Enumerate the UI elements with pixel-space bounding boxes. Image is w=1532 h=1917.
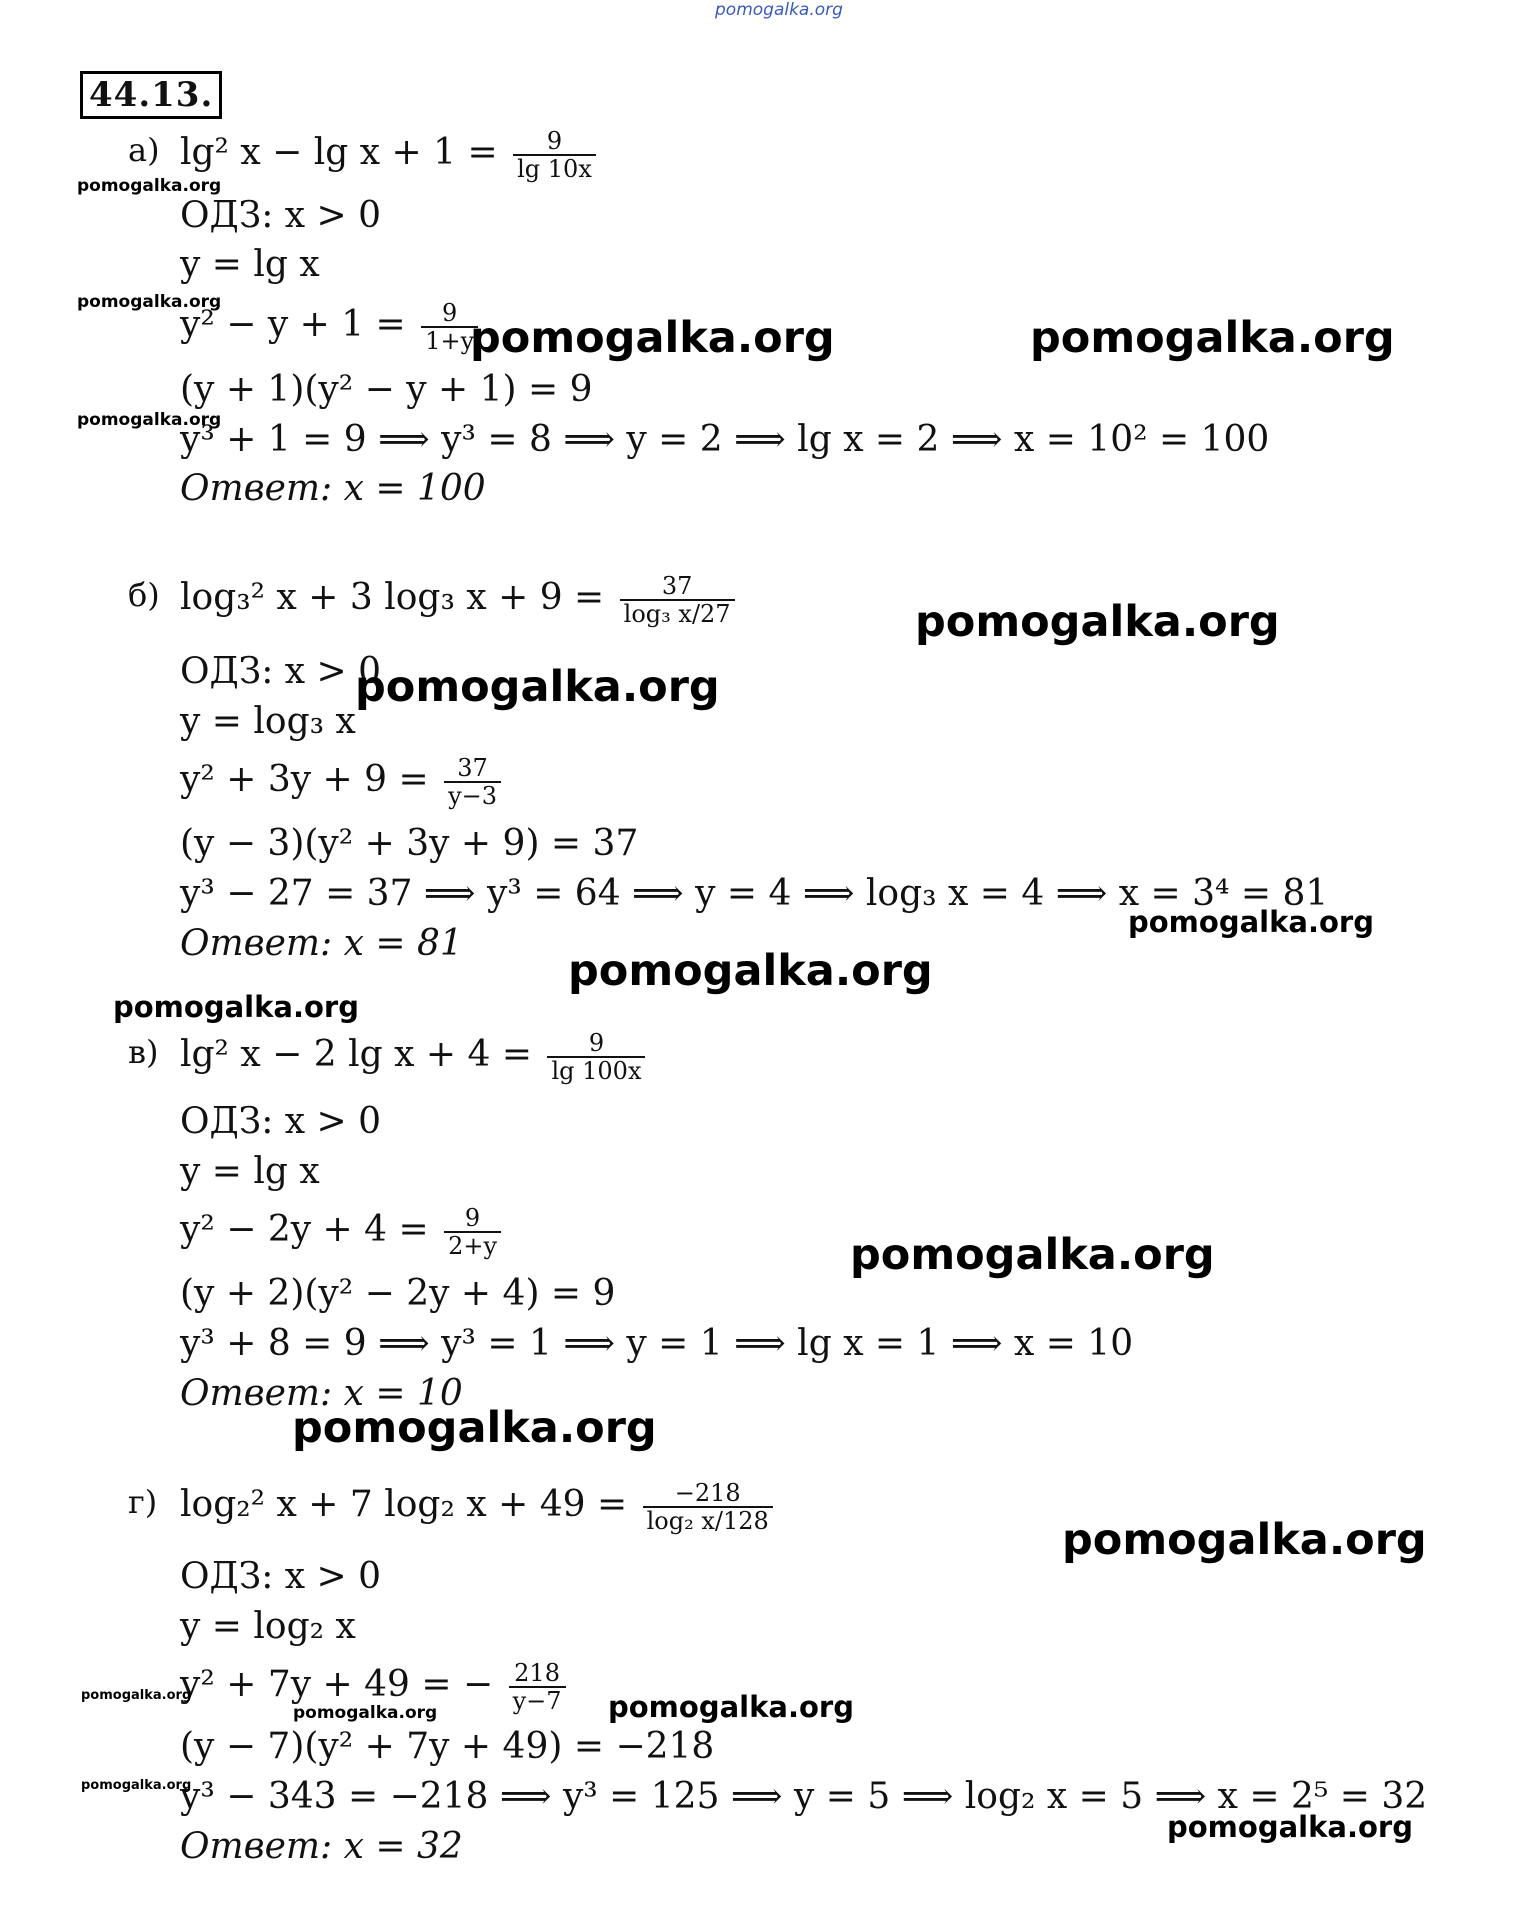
step-text: y² − y + 1 = <box>180 304 406 345</box>
part-a-step-3: y³ + 1 = 9 ⟹ y³ = 8 ⟹ y = 2 ⟹ lg x = 2 ⟹ x = 10² = 100 <box>180 419 1270 460</box>
part-g-answer: Ответ: x = 32 <box>180 1826 463 1867</box>
equation-text: log₃² x + 3 log₃ x + 9 = <box>180 577 605 618</box>
watermark: pomogalka.org <box>1167 1810 1413 1844</box>
part-a-answer: Ответ: x = 100 <box>180 468 486 509</box>
fraction-denominator: y−7 <box>509 1686 566 1714</box>
watermark: pomogalka.org <box>608 1690 854 1724</box>
step-text: y² + 3y + 9 = <box>180 759 429 800</box>
part-v-step-2: (y + 2)(y² − 2y + 4) = 9 <box>180 1273 616 1314</box>
part-b-step-1 <box>180 755 501 809</box>
part-b-label: б) <box>128 576 160 614</box>
fraction-denominator: y−3 <box>444 781 501 809</box>
watermark: pomogalka.org <box>81 1778 192 1793</box>
part-v-answer: Ответ: x = 10 <box>180 1373 463 1414</box>
part-v-step-3: y³ + 8 = 9 ⟹ y³ = 1 ⟹ y = 1 ⟹ lg x = 1 ⟹ x = 10 <box>180 1323 1134 1364</box>
fraction-numerator: 37 <box>661 572 693 600</box>
watermark: pomogalka.org <box>915 597 1280 647</box>
fraction-numerator: 9 <box>442 299 458 327</box>
part-v-odz: ОДЗ: x > 0 <box>180 1101 382 1142</box>
part-a-label: а) <box>128 131 160 169</box>
fraction-denominator: log₃ x/27 <box>620 599 735 627</box>
watermark: pomogalka.org <box>77 176 222 196</box>
part-b-answer: Ответ: x = 81 <box>180 923 463 964</box>
fraction-numerator: 37 <box>457 754 488 782</box>
part-b-substitution: y = log₃ x <box>180 701 356 742</box>
equation-text: log₂² x + 7 log₂ x + 49 = <box>180 1484 628 1525</box>
fraction-denominator: log₂ x/128 <box>643 1506 773 1534</box>
part-g-equation <box>180 1480 773 1534</box>
equation-fraction <box>620 573 735 627</box>
fraction-numerator: 9 <box>588 1029 605 1057</box>
step-fraction <box>509 1660 566 1714</box>
step-text: y² − 2y + 4 = <box>180 1209 429 1250</box>
part-v-step-1 <box>180 1205 501 1259</box>
fraction-denominator: 2+y <box>444 1231 501 1259</box>
watermark: pomogalka.org <box>355 662 720 712</box>
equation-fraction <box>513 128 596 182</box>
watermark: pomogalka.org <box>81 1688 192 1703</box>
part-a-substitution: y = lg x <box>180 244 320 285</box>
watermark-top: pomogalka.org <box>715 0 843 20</box>
equation-text: lg² x − lg x + 1 = <box>180 132 498 173</box>
watermark: pomogalka.org <box>77 292 222 312</box>
part-b-step-3: y³ − 27 = 37 ⟹ y³ = 64 ⟹ y = 4 ⟹ log₃ x = 4 ⟹ x = 3⁴ = 81 <box>180 873 1329 914</box>
part-v-equation <box>180 1030 645 1084</box>
watermark: pomogalka.org <box>568 946 933 996</box>
watermark: pomogalka.org <box>293 1703 438 1723</box>
problem-number: 44.13. <box>80 71 222 119</box>
watermark: pomogalka.org <box>77 410 222 430</box>
part-a-step-2: (y + 1)(y² − y + 1) = 9 <box>180 369 593 410</box>
watermark: pomogalka.org <box>292 1403 657 1453</box>
part-v-label: в) <box>128 1033 159 1071</box>
step-fraction <box>444 1205 501 1259</box>
part-a-equation <box>180 128 596 182</box>
fraction-numerator: 9 <box>546 127 563 155</box>
watermark: pomogalka.org <box>113 990 359 1024</box>
part-b-equation <box>180 573 735 627</box>
part-g-step-2: (y − 7)(y² + 7y + 49) = −218 <box>180 1726 715 1767</box>
equation-fraction <box>547 1030 645 1084</box>
watermark: pomogalka.org <box>1030 313 1395 363</box>
equation-fraction <box>643 1480 773 1534</box>
part-a-step-1 <box>180 300 478 354</box>
watermark: pomogalka.org <box>1062 1515 1427 1565</box>
fraction-denominator: lg 100x <box>547 1056 645 1084</box>
watermark: pomogalka.org <box>1128 905 1374 939</box>
fraction-numerator: −218 <box>674 1479 741 1507</box>
watermark: pomogalka.org <box>850 1230 1215 1280</box>
part-g-odz: ОДЗ: x > 0 <box>180 1556 382 1597</box>
part-a-odz: ОДЗ: x > 0 <box>180 195 382 236</box>
fraction-numerator: 9 <box>464 1204 481 1232</box>
step-fraction <box>444 755 501 809</box>
fraction-numerator: 218 <box>514 1659 560 1687</box>
part-v-substitution: y = lg x <box>180 1151 320 1192</box>
part-g-label: г) <box>128 1483 158 1521</box>
fraction-denominator: 1+y <box>421 326 478 354</box>
part-g-step-3: y³ − 343 = −218 ⟹ y³ = 125 ⟹ y = 5 ⟹ log₂ x = 5 ⟹ x = 2⁵ = 32 <box>180 1776 1428 1817</box>
equation-text: lg² x − 2 lg x + 4 = <box>180 1034 533 1075</box>
part-b-step-2: (y − 3)(y² + 3y + 9) = 37 <box>180 823 639 864</box>
watermark: pomogalka.org <box>470 313 835 363</box>
part-g-substitution: y = log₂ x <box>180 1606 356 1647</box>
part-b-odz: ОДЗ: x > 0 <box>180 651 382 692</box>
fraction-denominator: lg 10x <box>513 154 596 182</box>
step-text: y² + 7y + 49 = − <box>180 1664 494 1705</box>
